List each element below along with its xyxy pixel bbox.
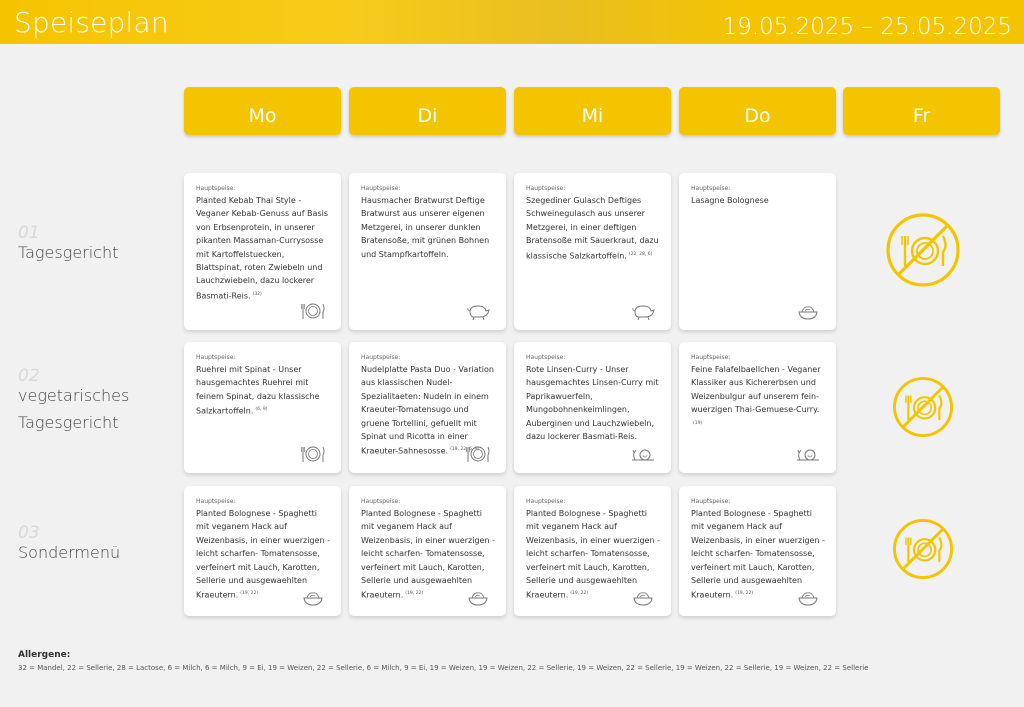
- dish-label: Hauptspeise:: [691, 498, 731, 505]
- snail-icon: [794, 443, 822, 465]
- allergen-codes: (19, 22): [240, 591, 259, 597]
- dish-label: Hauptspeise:: [196, 354, 236, 361]
- dish-label: Hauptspeise:: [526, 354, 566, 361]
- dish-text: Feine Falafelbaellchen - Veganer Klassiker aus Kichererbsen und Weizenbulgur auf unserem fein-wuerzigen Thai-Gemuese-Curry.$^{(19)}$: [691, 365, 821, 426]
- row-name: Sondermenü: [18, 543, 121, 562]
- row-label-sondermenu: [18, 525, 120, 566]
- row-number: 01: [18, 223, 40, 243]
- dish-label: Hauptspeise:: [196, 185, 236, 192]
- dish-text: Szegediner Gulasch Deftiges Schweinegulasch aus unserer Metzgerei, in einer deftigen Bratensoße mit Sauerkraut, dazu klassische Salzkartoffeln. $^{(22, 28, 6)}$: [526, 196, 659, 261]
- no-food-icon: [885, 212, 961, 288]
- allergen-codes: (19): [693, 420, 703, 426]
- allergen-codes: (19, 22): [405, 591, 424, 597]
- pig-icon: [629, 300, 657, 322]
- dish-text: Ruehrei mit Spinat - Unser hausgemachtes Ruehrei mit feinem Spinat, dazu klassische Salzkartoffeln. $^{(6, 9)}$: [196, 365, 320, 416]
- meal-card-di-tagesgericht[interactable]: [349, 173, 506, 330]
- meal-card-do-vegetarisch[interactable]: [679, 342, 836, 473]
- dish-label: Hauptspeise:: [361, 354, 401, 361]
- meal-card-di-sondermenu[interactable]: [349, 486, 506, 616]
- dish-label: Hauptspeise:: [691, 354, 731, 361]
- dish-label: Hauptspeise:: [361, 185, 401, 192]
- snail-icon: [629, 443, 657, 465]
- dish-text: Lasagne Bolognese: [691, 196, 769, 205]
- meal-card-do-tagesgericht[interactable]: [679, 173, 836, 330]
- row-name: vegetarisches Tagesgericht: [18, 386, 130, 432]
- pasta-bowl-icon: [629, 586, 657, 608]
- allergen-codes: (19, 22): [570, 591, 589, 597]
- dish-text: Planted Kebab Thai Style - Veganer Kebab-Genuss auf Basis von Erbsenprotein, in unserer pikanten Massaman-Currysosse mit Kartoffelstuecken, Blattspinat, roten Zwiebeln und Lauchzwiebeln, dazu lockerer Basmati-Reis. $^{(32)}$: [196, 196, 329, 301]
- day-header-di: Di: [349, 87, 506, 135]
- pasta-bowl-icon: [794, 586, 822, 608]
- dish-label: Hauptspeise:: [691, 185, 731, 192]
- allergen-codes: (19, 22): [735, 591, 754, 597]
- pasta-bowl-icon: [464, 586, 492, 608]
- pasta-bowl-icon: [794, 300, 822, 322]
- day-header-mo: Mo: [184, 87, 341, 135]
- meal-card-di-vegetarisch[interactable]: [349, 342, 506, 473]
- dish-label: Hauptspeise:: [526, 498, 566, 505]
- meal-card-mi-vegetarisch[interactable]: [514, 342, 671, 473]
- day-header-do: Do: [679, 87, 836, 135]
- day-header-fr: Fr: [843, 87, 1000, 135]
- row-number: 03: [18, 523, 40, 543]
- day-header-mi: Mi: [514, 87, 671, 135]
- dish-label: Hauptspeise:: [361, 498, 401, 505]
- allergen-codes: (22, 28, 6): [628, 251, 653, 257]
- header-bar: [0, 0, 1024, 44]
- allergen-codes: (6, 9): [255, 407, 268, 413]
- dish-text: Planted Bolognese - Spaghetti mit veganem Hack auf Weizenbasis, in einer wuerzigen -leicht scharfen- Tomatensosse, verfeinert mit Lauch, Karotten, Sellerie und ausgewaehlten Kraeutern. $^{(19, 22)}$: [361, 509, 495, 601]
- no-food-icon: [892, 376, 954, 438]
- row-number: 02: [18, 366, 40, 386]
- allergen-title: Allergene:: [18, 650, 71, 660]
- meal-card-mo-tagesgericht[interactable]: [184, 173, 341, 330]
- meal-card-mo-sondermenu[interactable]: [184, 486, 341, 616]
- dish-text: Rote Linsen-Curry - Unser hausgemachtes Linsen-Curry mit Paprikawuerfeln, Mungobohnenkeimlingen, Auberginen und Lauchzwiebeln, dazu lockerer Basmati-Reis.: [526, 365, 659, 442]
- dish-text: Nudelplatte Pasta Duo - Variation aus klassischen Nudel-Spezialitaeten: Nudeln in einem Kraeuter-Tomatensugo und gruene Tortellini, gefuellt mit Spinat und Ricotta in einer Kraeuter-Sahnesosse. $^{(19, 22, 6, 9)}$: [361, 365, 494, 457]
- page-title: Speiseplan: [14, 6, 169, 39]
- allergen-legend: 32 = Mandel, 22 = Sellerie, 28 = Lactose, 6 = Milch, 6 = Milch, 9 = Ei, 19 = Weizen, 22 = Sellerie, 6 = Milch, 9 = Ei, 19 = Weizen, 19 = Weizen, 22 = Sellerie, 19 = Weizen, 22 = Sellerie, 19 = Weizen, 22 = Sellerie, 19 = Weizen, 22 = Sellerie: [18, 664, 869, 672]
- dish-label: Hauptspeise:: [196, 498, 236, 505]
- dish-text: Planted Bolognese - Spaghetti mit veganem Hack auf Weizenbasis, in einer wuerzigen -leicht scharfen- Tomatensosse, verfeinert mit Lauch, Karotten, Sellerie und ausgewaehlten Kraeutern. $^{(19, 22)}$: [526, 509, 660, 601]
- dish-text: Hausmacher Bratwurst Deftige Bratwurst aus unserer eigenen Metzgerei, in unserer dunklen Bratensoße, mit grünen Bohnen und Stampfkartoffeln.: [361, 196, 490, 259]
- allergen-codes: (32): [252, 291, 262, 297]
- dish-text: Planted Bolognese - Spaghetti mit veganem Hack auf Weizenbasis, in einer wuerzigen -leicht scharfen- Tomatensosse, verfeinert mit Lauch, Karotten, Sellerie und ausgewaehlten Kraeutern. $^{(19, 22)}$: [691, 509, 825, 601]
- plate-cutlery-icon: [464, 443, 492, 465]
- row-label-tagesgericht: [18, 225, 118, 266]
- pasta-bowl-icon: [299, 586, 327, 608]
- date-range: 19.05.2025 – 25.05.2025: [722, 14, 1012, 40]
- dish-label: Hauptspeise:: [526, 185, 566, 192]
- plate-cutlery-icon: [299, 300, 327, 322]
- no-food-icon: [892, 518, 954, 580]
- meal-card-mi-sondermenu[interactable]: [514, 486, 671, 616]
- meal-card-mo-vegetarisch[interactable]: [184, 342, 341, 473]
- pig-icon: [464, 300, 492, 322]
- dish-text: Planted Bolognese - Spaghetti mit veganem Hack auf Weizenbasis, in einer wuerzigen -leicht scharfen- Tomatensosse, verfeinert mit Lauch, Karotten, Sellerie und ausgewaehlten Kraeutern. $^{(19, 22)}$: [196, 509, 330, 601]
- allergen-codes: (19, 22, 6, 9): [450, 447, 480, 453]
- meal-card-do-sondermenu[interactable]: [679, 486, 836, 616]
- meal-card-mi-tagesgericht[interactable]: [514, 173, 671, 330]
- plate-cutlery-icon: [299, 443, 327, 465]
- row-label-vegetarisch: [18, 368, 148, 436]
- row-name: Tagesgericht: [18, 243, 119, 262]
